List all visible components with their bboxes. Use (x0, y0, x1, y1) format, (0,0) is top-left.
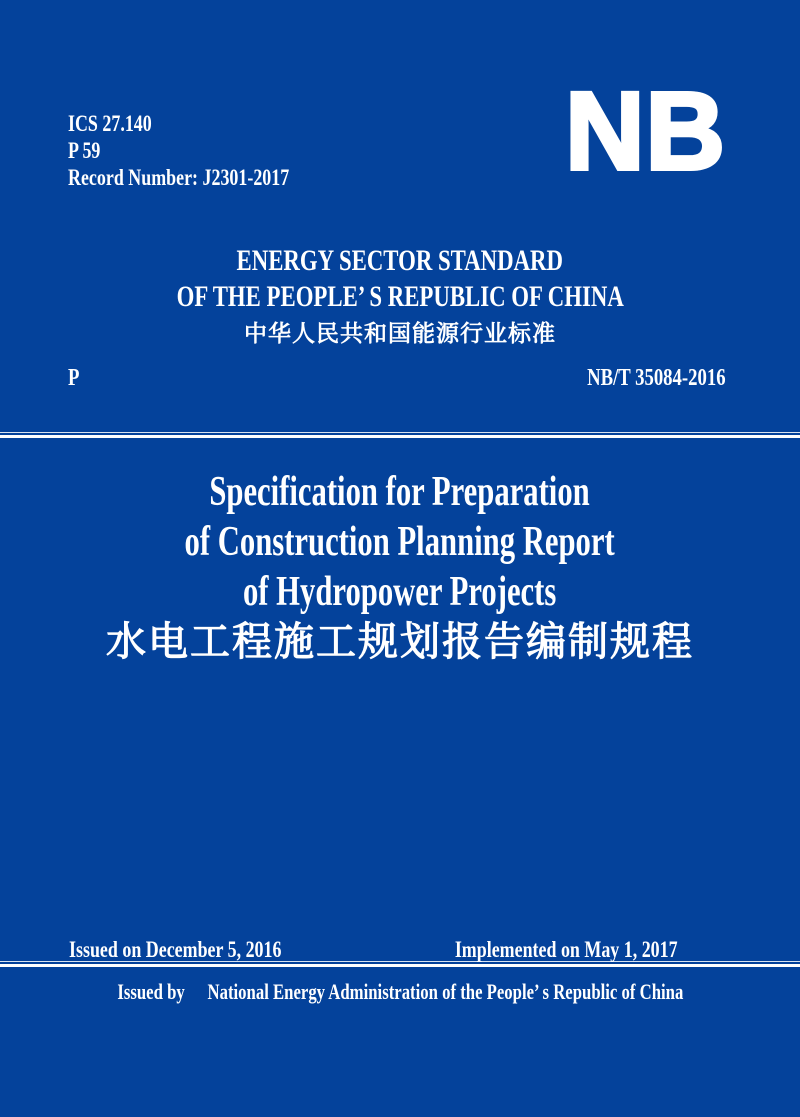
title-chinese: 水电工程施工规划报告编制规程 (106, 619, 694, 664)
header-divider-rule (0, 432, 800, 438)
dates-row (69, 936, 678, 963)
class-number-row (68, 364, 726, 392)
issued-by-label: Issued by (117, 979, 185, 1004)
standard-heading (0, 243, 800, 351)
nb-logo: NB (565, 70, 726, 193)
implemented-on-date: Implemented on May 1, 2017 (455, 937, 678, 962)
standard-heading-chinese: 中华人民共和国能源行业标准 (244, 320, 556, 346)
issued-on-date: Issued on December 5, 2016 (69, 937, 282, 962)
issued-by-line (117, 978, 683, 1005)
issued-by-row (0, 978, 800, 1005)
title-en-line1: Specification for Preparation (209, 469, 591, 515)
standard-heading-line2: OF THE PEOPLE’ S REPUBLIC OF CHINA (176, 280, 624, 313)
title-en-line3: of Hydropower Projects (243, 569, 557, 615)
record-number: Record Number: J2301-2017 (68, 165, 290, 190)
title-block (0, 467, 800, 667)
ics-code: ICS 27.140 (68, 111, 152, 136)
class-letter: P (68, 365, 80, 391)
standard-number: NB/T 35084-2016 (587, 365, 726, 391)
doc-class-code: P 59 (68, 138, 101, 163)
title-en-line2: of Construction Planning Report (184, 519, 616, 565)
classification-block (68, 110, 289, 191)
issued-by-value: National Energy Administration of the People’ s Republic of China (207, 979, 683, 1004)
standard-heading-line1: ENERGY SECTOR STANDARD (236, 244, 564, 277)
footer-divider-rule (0, 961, 800, 967)
